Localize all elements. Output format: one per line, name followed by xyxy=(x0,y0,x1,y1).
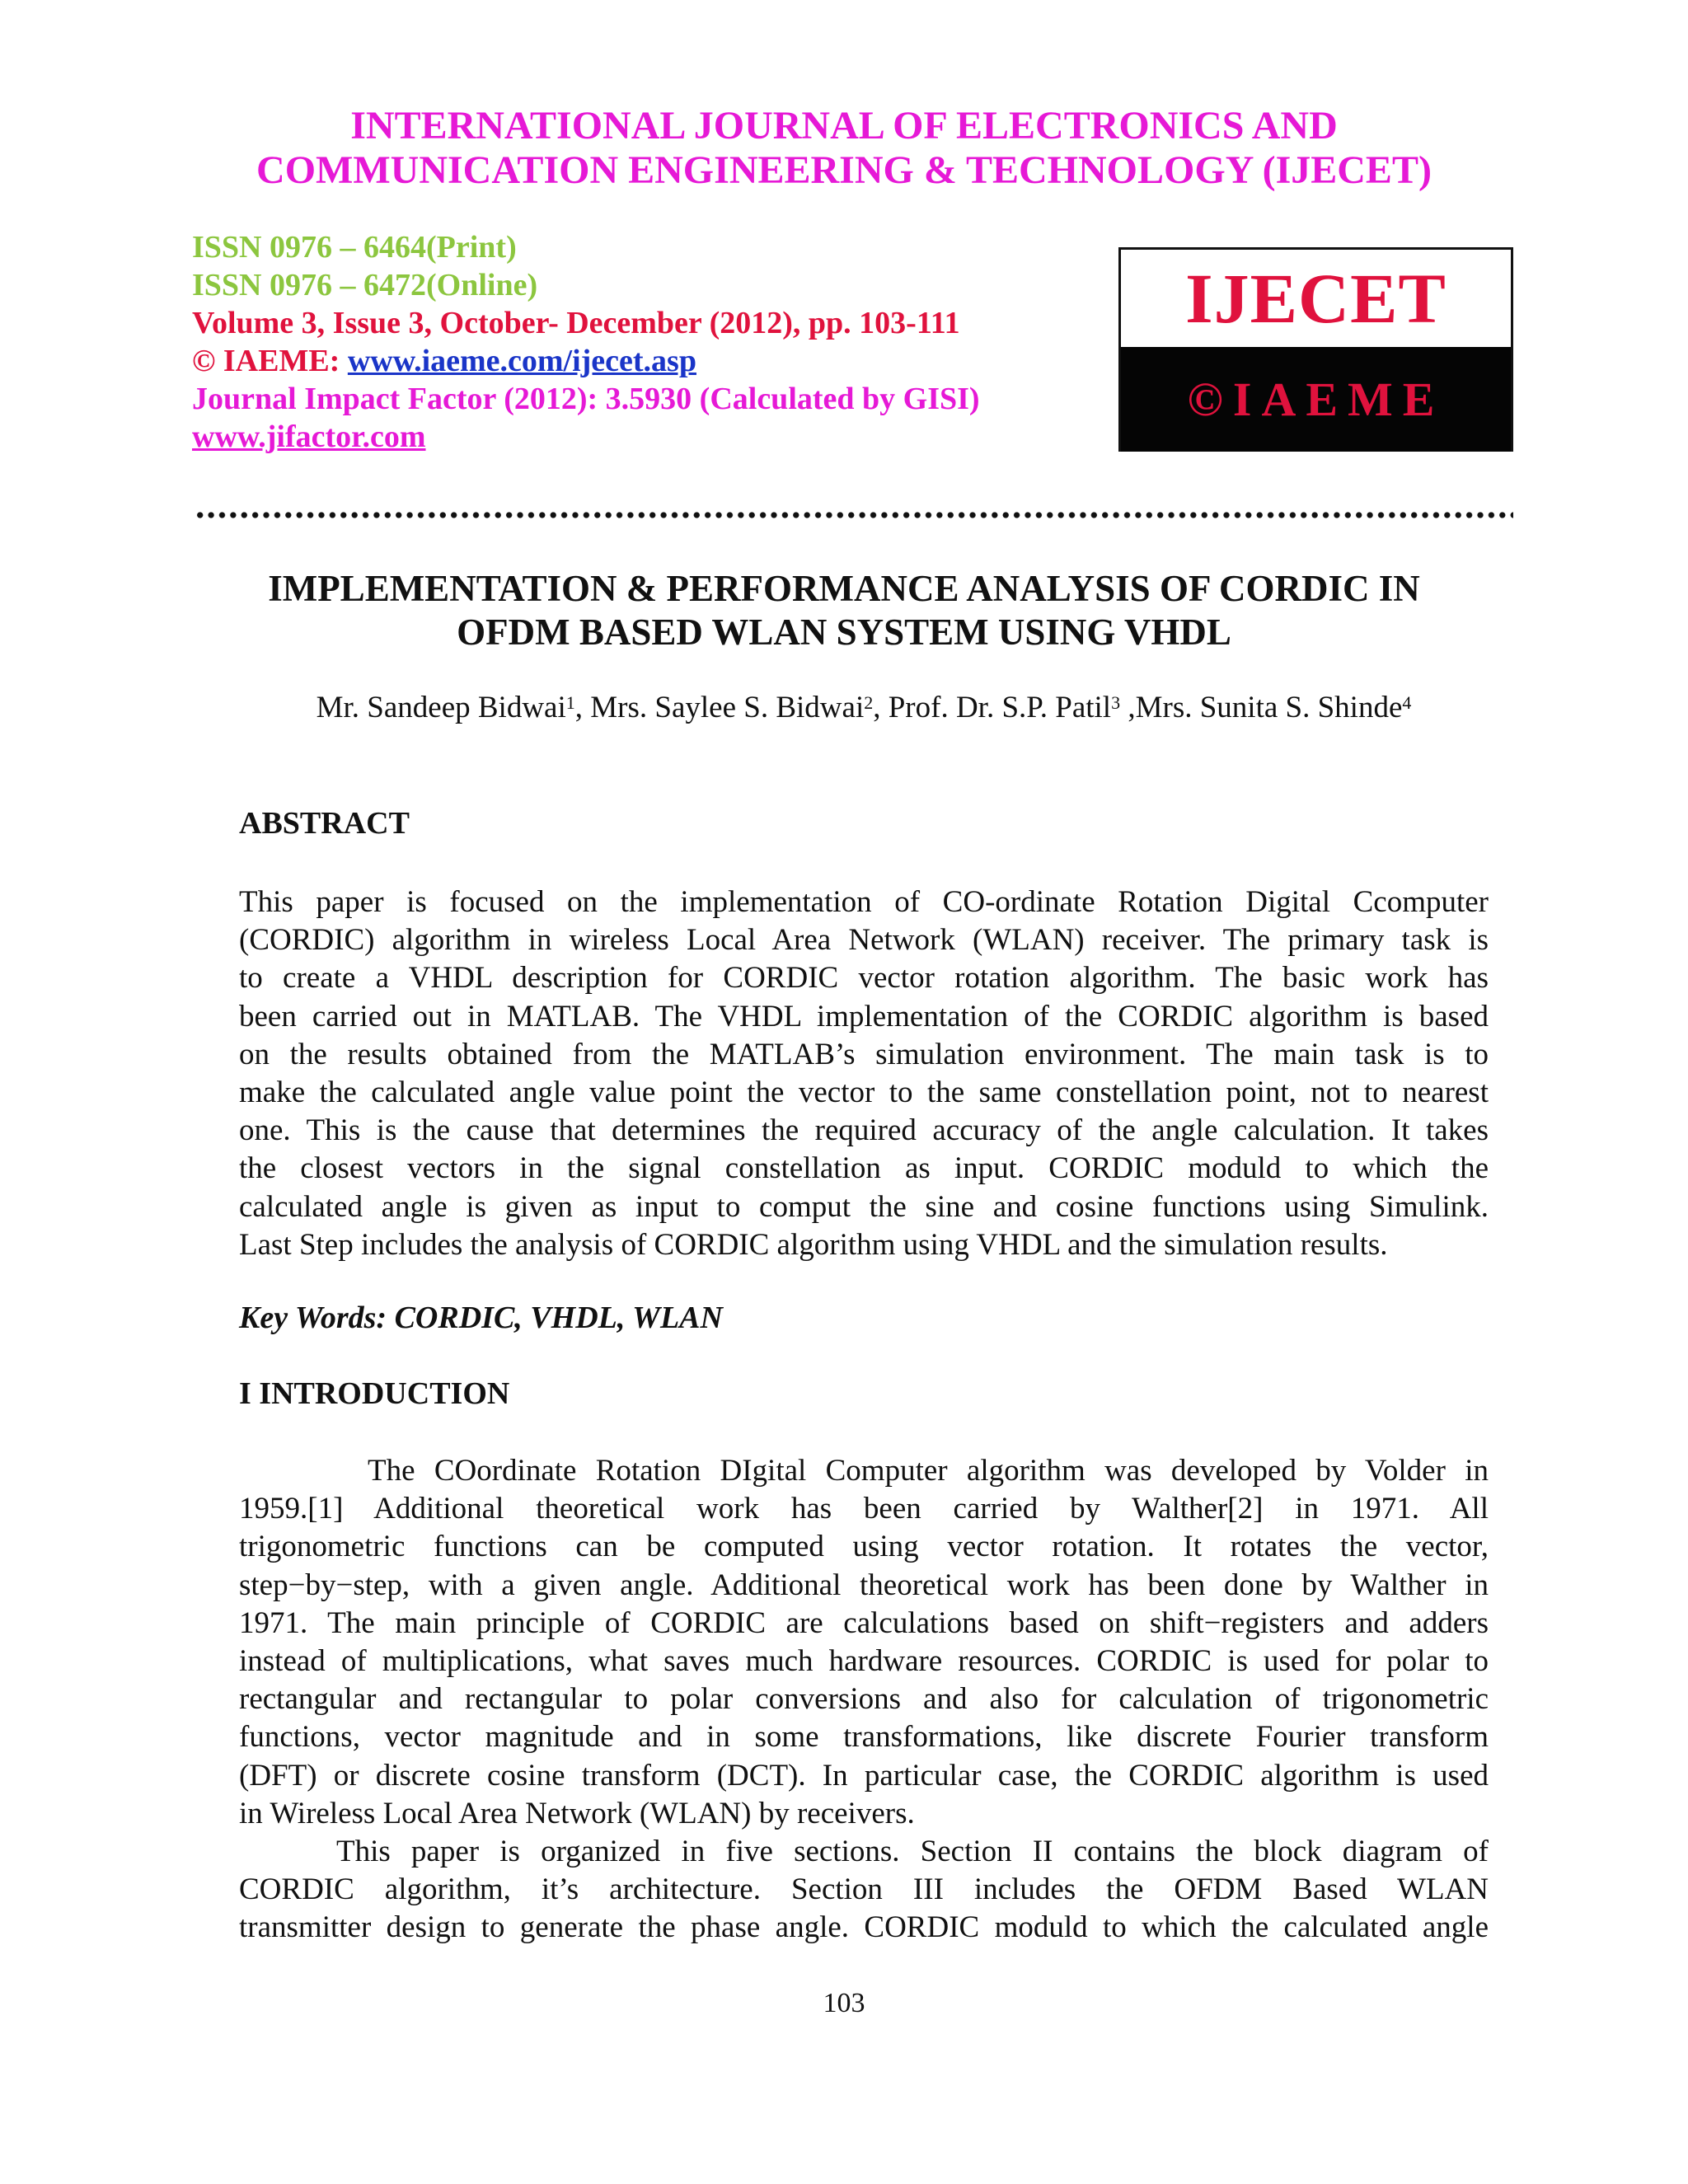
text-line: on the results obtained from the MATLAB’s simulation environment. The main task is to xyxy=(239,1037,1489,1071)
journal-metadata xyxy=(192,228,980,456)
volume-info: Volume 3, Issue 3, October- December (2012), pp. 103-111 xyxy=(192,306,960,340)
author-name: Mrs. Saylee S. Bidwai xyxy=(590,691,865,724)
dotted-divider xyxy=(195,509,1513,521)
text-line: calculated angle is given as input to comput the sine and cosine functions using Simulink. xyxy=(239,1189,1489,1224)
logo-title: IJECET xyxy=(1185,259,1447,338)
logo-publisher: ©IAEME xyxy=(1121,347,1511,452)
author-affiliation-mark: 2 xyxy=(864,692,874,713)
ijecet-logo xyxy=(1118,247,1513,452)
paper-title-line-2: OFDM BASED WLAN SYSTEM USING VHDL xyxy=(457,612,1231,653)
author-name: Mr. Sandeep Bidwai xyxy=(316,691,566,724)
publisher-line xyxy=(192,342,980,380)
text-line: functions, vector magnitude and in some transformations, like discrete Fourier transform xyxy=(239,1720,1489,1755)
author-name: Prof. Dr. S.P. Patil xyxy=(888,691,1112,724)
journal-title xyxy=(0,104,1688,193)
issn-online: ISSN 0976 – 6472(Online) xyxy=(192,268,538,302)
text-line: The COordinate Rotation DIgital Computer algorithm was developed by Volder in xyxy=(368,1454,1489,1488)
publisher-link[interactable]: www.iaeme.com/ijecet.asp xyxy=(347,344,696,378)
text-line: one. This is the cause that determines the required accuracy of the angle calculation. It takes xyxy=(239,1113,1489,1148)
text-line: This paper is focused on the implementation of CO-ordinate Rotation Digital Ccomputer xyxy=(239,885,1489,919)
text-line: Last Step includes the analysis of CORDIC algorithm using VHDL and the simulation results. xyxy=(239,1227,1388,1262)
introduction-paragraph-2 xyxy=(239,1833,1489,1947)
author-affiliation-mark: 4 xyxy=(1402,692,1412,713)
author-list xyxy=(0,689,1688,727)
author-name: Mrs. Sunita S. Shinde xyxy=(1135,691,1403,724)
text-line: 1959.[1] Additional theoretical work has been carried by Walther[2] in 1971. All xyxy=(239,1492,1489,1526)
text-line: rectangular and rectangular to polar conversions and also for calculation of trigonometric xyxy=(239,1682,1489,1717)
keywords: Key Words: CORDIC, VHDL, WLAN xyxy=(239,1301,723,1335)
text-line: to create a VHDL description for CORDIC vector rotation algorithm. The basic work has xyxy=(239,961,1489,996)
journal-title-line-1: INTERNATIONAL JOURNAL OF ELECTRONICS AND xyxy=(350,104,1338,148)
text-line: transmitter design to generate the phase angle. CORDIC moduld to which the calculated angle xyxy=(239,1910,1489,1945)
introduction-paragraph-1 xyxy=(239,1452,1489,1833)
author-separator: , xyxy=(873,691,889,724)
author-separator: , xyxy=(1120,691,1136,724)
introduction-heading: I INTRODUCTION xyxy=(239,1376,510,1411)
publisher-prefix: © IAEME: xyxy=(192,344,348,378)
page-number: 103 xyxy=(823,1988,865,2018)
jifactor-line xyxy=(192,418,980,456)
journal-title-line-2: COMMUNICATION ENGINEERING & TECHNOLOGY (IJECET) xyxy=(256,148,1432,192)
paper-title xyxy=(0,567,1688,654)
text-line: (CORDIC) algorithm in wireless Local Area Network (WLAN) receiver. The primary task is xyxy=(239,923,1489,958)
impact-factor: Journal Impact Factor (2012): 3.5930 (Calculated by GISI) xyxy=(192,382,980,416)
text-line: make the calculated angle value point the vector to the same constellation point, not to nearest xyxy=(239,1076,1489,1110)
text-line: in Wireless Local Area Network (WLAN) by receivers. xyxy=(239,1796,915,1830)
text-line: step−by−step, with a given angle. Additional theoretical work has been done by Walther in xyxy=(239,1568,1489,1602)
text-line: CORDIC algorithm, it’s architecture. Section III includes the OFDM Based WLAN xyxy=(239,1872,1489,1907)
text-line: This paper is organized in five sections. Section II contains the block diagram of xyxy=(336,1835,1489,1868)
abstract-body xyxy=(239,883,1489,1264)
author-affiliation-mark: 3 xyxy=(1111,692,1121,713)
text-line: the closest vectors in the signal constellation as input. CORDIC moduld to which the xyxy=(239,1151,1489,1186)
text-line: been carried out in MATLAB. The VHDL implementation of the CORDIC algorithm is based xyxy=(239,999,1489,1033)
issn-print: ISSN 0976 – 6464(Print) xyxy=(192,230,517,265)
text-line: (DFT) or discrete cosine transform (DCT). In particular case, the CORDIC algorithm is used xyxy=(239,1758,1489,1793)
paper-title-line-1: IMPLEMENTATION & PERFORMANCE ANALYSIS OF CORDIC IN xyxy=(268,568,1420,609)
author-affiliation-mark: 1 xyxy=(565,692,575,713)
text-line: trigonometric functions can be computed using vector rotation. It rotates the vector, xyxy=(239,1530,1489,1564)
author-separator: , xyxy=(574,691,591,724)
jifactor-link[interactable]: www.jifactor.com xyxy=(192,419,426,454)
abstract-heading: ABSTRACT xyxy=(239,806,410,841)
text-line: 1971. The main principle of CORDIC are calculations based on shift−registers and adders xyxy=(239,1605,1489,1640)
text-line: instead of multiplications, what saves much hardware resources. CORDIC is used for polar to xyxy=(239,1644,1489,1679)
